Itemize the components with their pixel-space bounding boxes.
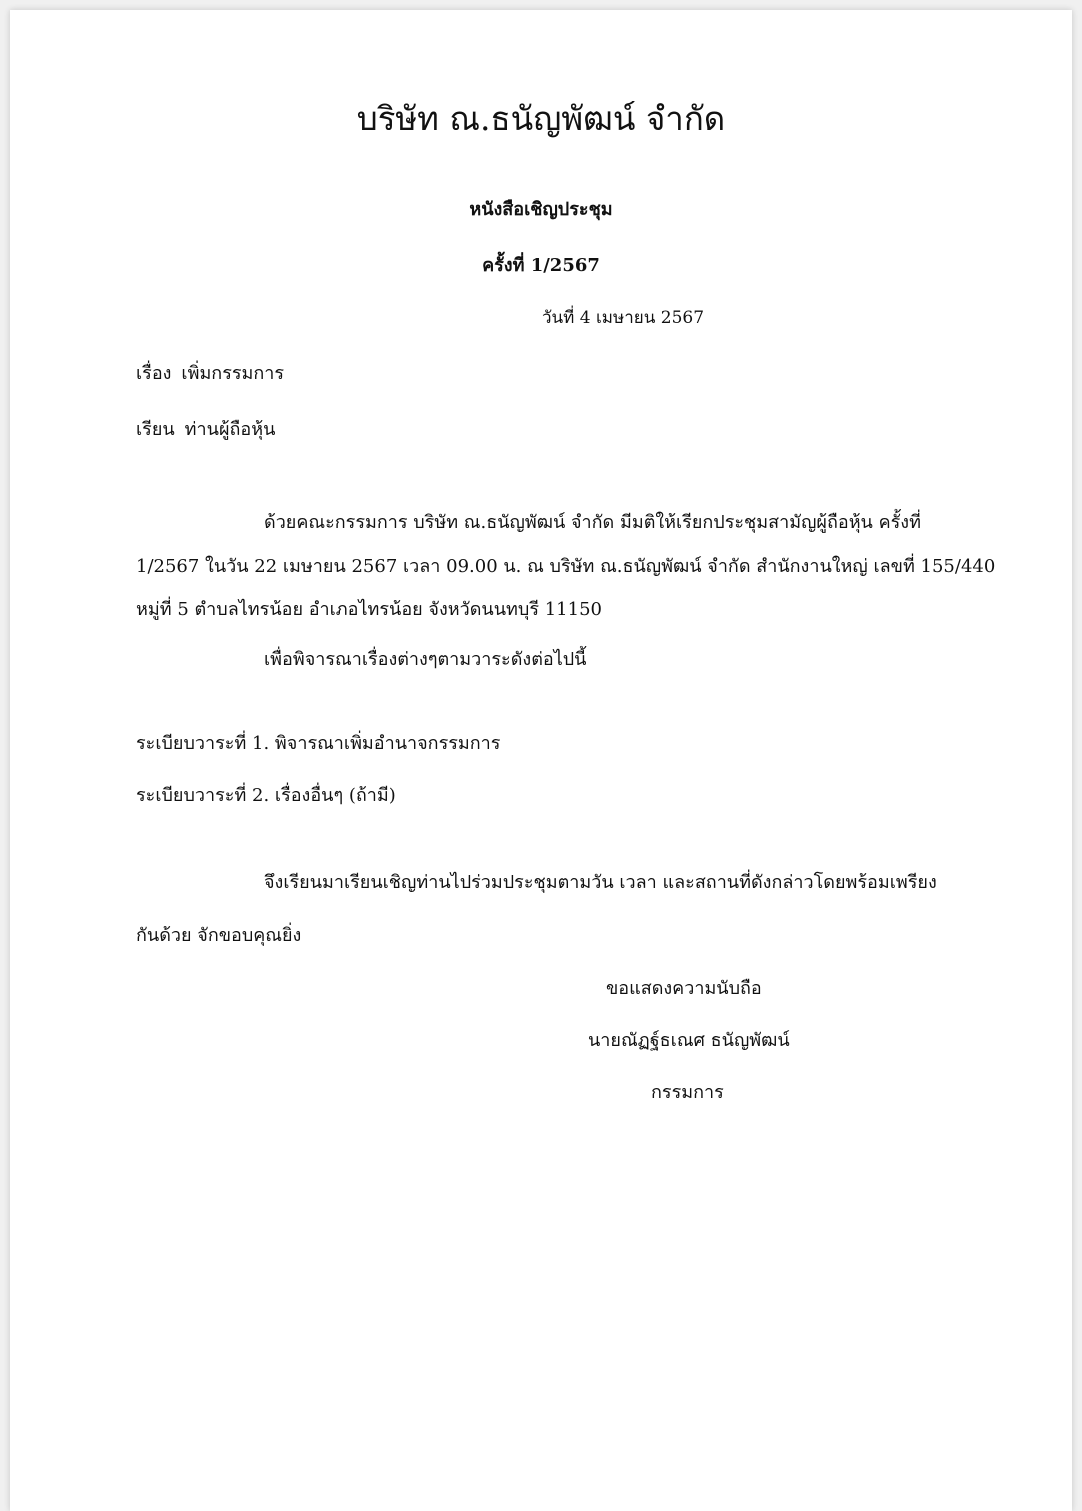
agenda-item-1: ระเบียบวาระที่ 1. พิจารณาเพิ่มอำนาจกรรมการ [136, 733, 501, 754]
signature-name: นายณัฏฐ์ธเณศ ธนัญพัฒน์ [588, 1030, 790, 1051]
meeting-number: ครั้งที่ 1/2567 [482, 255, 600, 276]
body-line-2: 1/2567 ในวัน 22 เมษายน 2567 เวลา 09.00 น. ณ บริษัท ณ.ธนัญพัฒน์ จำกัด สำนักงานใหญ่ เลขที่ 155/440 [136, 556, 996, 577]
document-title: หนังสือเชิญประชุม [469, 199, 613, 220]
document-page [10, 10, 1072, 1511]
conclusion-line-2: กันด้วย จักขอบคุณยิ่ง [136, 925, 302, 946]
company-name: บริษัท ณ.ธนัญพัฒน์ จำกัด [356, 99, 726, 138]
date-line: วันที่ 4 เมษายน 2567 [542, 308, 705, 328]
recipient-line [136, 414, 275, 443]
conclusion-line-1: จึงเรียนมาเรียนเชิญท่านไปร่วมประชุมตามวัน เวลา และสถานที่ดังกล่าวโดยพร้อมเพรียง [264, 872, 937, 893]
subject-label: เรื่อง [136, 363, 172, 384]
body-line-1: ด้วยคณะกรรมการ บริษัท ณ.ธนัญพัฒน์ จำกัด มีมติให้เรียกประชุมสามัญผู้ถือหุ้น ครั้งที่ [264, 512, 921, 533]
recipient-text: ท่านผู้ถือหุ้น [184, 419, 276, 440]
subject-text: เพิ่มกรรมการ [181, 363, 285, 384]
body-line-3: หมู่ที่ 5 ตำบลไทรน้อย อำเภอไทรน้อย จังหวัดนนทบุรี 11150 [136, 599, 602, 620]
signature-position: กรรมการ [651, 1082, 724, 1103]
subject-line [136, 358, 284, 387]
recipient-label: เรียน [136, 419, 175, 440]
agenda-item-2: ระเบียบวาระที่ 2. เรื่องอื่นๆ (ถ้ามี) [136, 785, 396, 806]
body-line-4: เพื่อพิจารณาเรื่องต่างๆตามวาระดังต่อไปนี้ [264, 649, 587, 670]
signature-closing: ขอแสดงความนับถือ [606, 978, 762, 999]
